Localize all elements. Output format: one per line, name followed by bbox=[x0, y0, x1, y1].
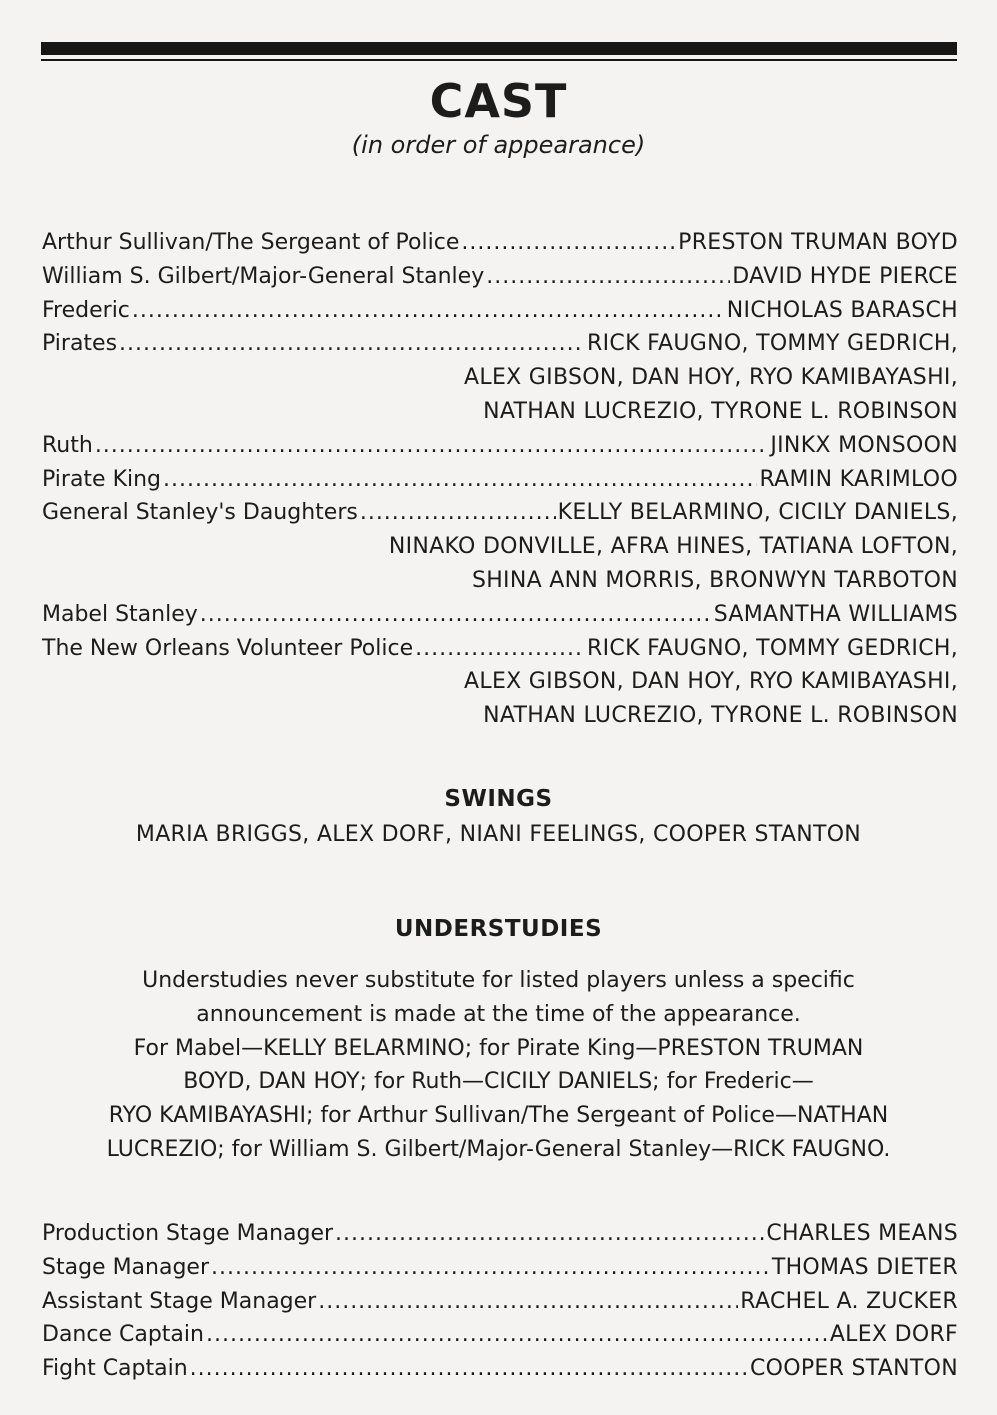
crew-name: ALEX DORF bbox=[829, 1322, 958, 1348]
header-thick-rule bbox=[41, 42, 957, 55]
dot-leader bbox=[206, 1318, 828, 1352]
understudy-line: For Mabel—KELLY BELARMINO; for Pirate King—PRESTON TRUMAN bbox=[133, 1035, 864, 1061]
page-subtitle: (in order of appearance) bbox=[351, 131, 646, 159]
cast-actor-continued: SHINA ANN MORRIS, BRONWYN TARBOTON bbox=[471, 567, 958, 593]
cast-actor-continued: NINAKO DONVILLE, AFRA HINES, TATIANA LOFTON, bbox=[388, 534, 958, 560]
dot-leader bbox=[163, 463, 757, 497]
dot-leader bbox=[486, 260, 730, 294]
understudy-line: Understudies never substitute for listed players unless a specific bbox=[142, 968, 855, 993]
cast-actor: RICK FAUGNO, TOMMY GEDRICH, bbox=[587, 331, 958, 357]
swings-names: MARIA BRIGGS, ALEX DORF, NIANI FEELINGS, COOPER STANTON bbox=[135, 822, 862, 847]
cast-role: Pirate King bbox=[42, 466, 162, 492]
swings-heading: SWINGS bbox=[444, 786, 553, 812]
cast-row bbox=[42, 294, 958, 328]
cast-role: Arthur Sullivan/The Sergeant of Police bbox=[42, 230, 460, 255]
crew-role: Production Stage Manager bbox=[42, 1221, 334, 1246]
dot-leader bbox=[335, 1217, 764, 1251]
cast-actor: NICHOLAS BARASCH bbox=[726, 297, 958, 323]
cast-row bbox=[42, 632, 958, 666]
cast-role: Pirates bbox=[42, 331, 118, 357]
cast-role: Mabel Stanley bbox=[42, 601, 198, 627]
dot-leader bbox=[415, 632, 585, 666]
cast-actor-continued: ALEX GIBSON, DAN HOY, RYO KAMIBAYASHI, bbox=[464, 669, 958, 695]
cast-actor: KELLY BELARMINO, CICILY DANIELS, bbox=[557, 500, 958, 526]
cast-actor: PRESTON TRUMAN BOYD bbox=[678, 230, 958, 255]
dot-leader bbox=[95, 429, 769, 463]
understudy-line: BOYD, DAN HOY; for Ruth—CICILY DANIELS; for Frederic— bbox=[183, 1069, 814, 1095]
cast-row bbox=[42, 260, 958, 294]
dot-leader bbox=[200, 598, 712, 632]
crew-name: RACHEL A. ZUCKER bbox=[740, 1288, 958, 1314]
crew-row bbox=[42, 1251, 958, 1285]
cast-actor: RICK FAUGNO, TOMMY GEDRICH, bbox=[587, 635, 958, 661]
cast-actor: DAVID HYDE PIERCE bbox=[732, 263, 958, 289]
dot-leader bbox=[132, 294, 725, 328]
understudy-line: announcement is made at the time of the appearance. bbox=[196, 1001, 801, 1027]
cast-row bbox=[42, 429, 958, 463]
crew-name: CHARLES MEANS bbox=[766, 1221, 958, 1246]
cast-list bbox=[42, 226, 958, 733]
crew-list bbox=[42, 1217, 958, 1386]
dot-leader bbox=[318, 1285, 738, 1319]
dot-leader bbox=[360, 496, 556, 530]
understudy-line: LUCREZIO; for William S. Gilbert/Major-General Stanley—RICK FAUGNO. bbox=[106, 1136, 891, 1162]
cast-actor-continued: NATHAN LUCREZIO, TYRONE L. ROBINSON bbox=[483, 398, 958, 424]
crew-name: THOMAS DIETER bbox=[771, 1254, 958, 1280]
crew-role: Assistant Stage Manager bbox=[42, 1288, 317, 1314]
dot-leader bbox=[119, 327, 585, 361]
cast-actor-continued: ALEX GIBSON, DAN HOY, RYO KAMIBAYASHI, bbox=[464, 365, 958, 391]
crew-role: Dance Captain bbox=[42, 1322, 204, 1348]
cast-role: General Stanley's Daughters bbox=[42, 500, 358, 526]
understudies-note bbox=[30, 964, 967, 1167]
cast-role: Frederic bbox=[42, 297, 130, 323]
cast-role: The New Orleans Volunteer Police bbox=[42, 635, 414, 661]
cast-actor: SAMANTHA WILLIAMS bbox=[713, 601, 958, 627]
header-thin-rule bbox=[41, 59, 957, 61]
dot-leader bbox=[211, 1251, 770, 1285]
cast-row bbox=[42, 463, 958, 497]
cast-actor: JINKX MONSOON bbox=[770, 432, 958, 458]
cast-role: Ruth bbox=[42, 432, 93, 458]
dot-leader bbox=[190, 1352, 748, 1386]
crew-name: COOPER STANTON bbox=[749, 1356, 958, 1382]
cast-actor-continued: NATHAN LUCREZIO, TYRONE L. ROBINSON bbox=[483, 703, 958, 729]
understudies-heading: UNDERSTUDIES bbox=[394, 916, 603, 942]
page-title: CAST bbox=[429, 74, 568, 128]
crew-row bbox=[42, 1217, 958, 1251]
understudy-line: RYO KAMIBAYASHI; for Arthur Sullivan/The Sergeant of Police—NATHAN bbox=[108, 1103, 889, 1129]
cast-row bbox=[42, 598, 958, 632]
dot-leader bbox=[461, 226, 676, 260]
crew-role: Fight Captain bbox=[42, 1356, 188, 1382]
cast-row bbox=[42, 496, 958, 530]
cast-row bbox=[42, 327, 958, 361]
crew-row bbox=[42, 1318, 958, 1352]
crew-row bbox=[42, 1285, 958, 1319]
crew-row bbox=[42, 1352, 958, 1386]
cast-actor: RAMIN KARIMLOO bbox=[759, 466, 958, 492]
cast-row bbox=[42, 226, 958, 260]
crew-role: Stage Manager bbox=[42, 1254, 209, 1280]
cast-role: William S. Gilbert/Major-General Stanley bbox=[42, 263, 485, 289]
